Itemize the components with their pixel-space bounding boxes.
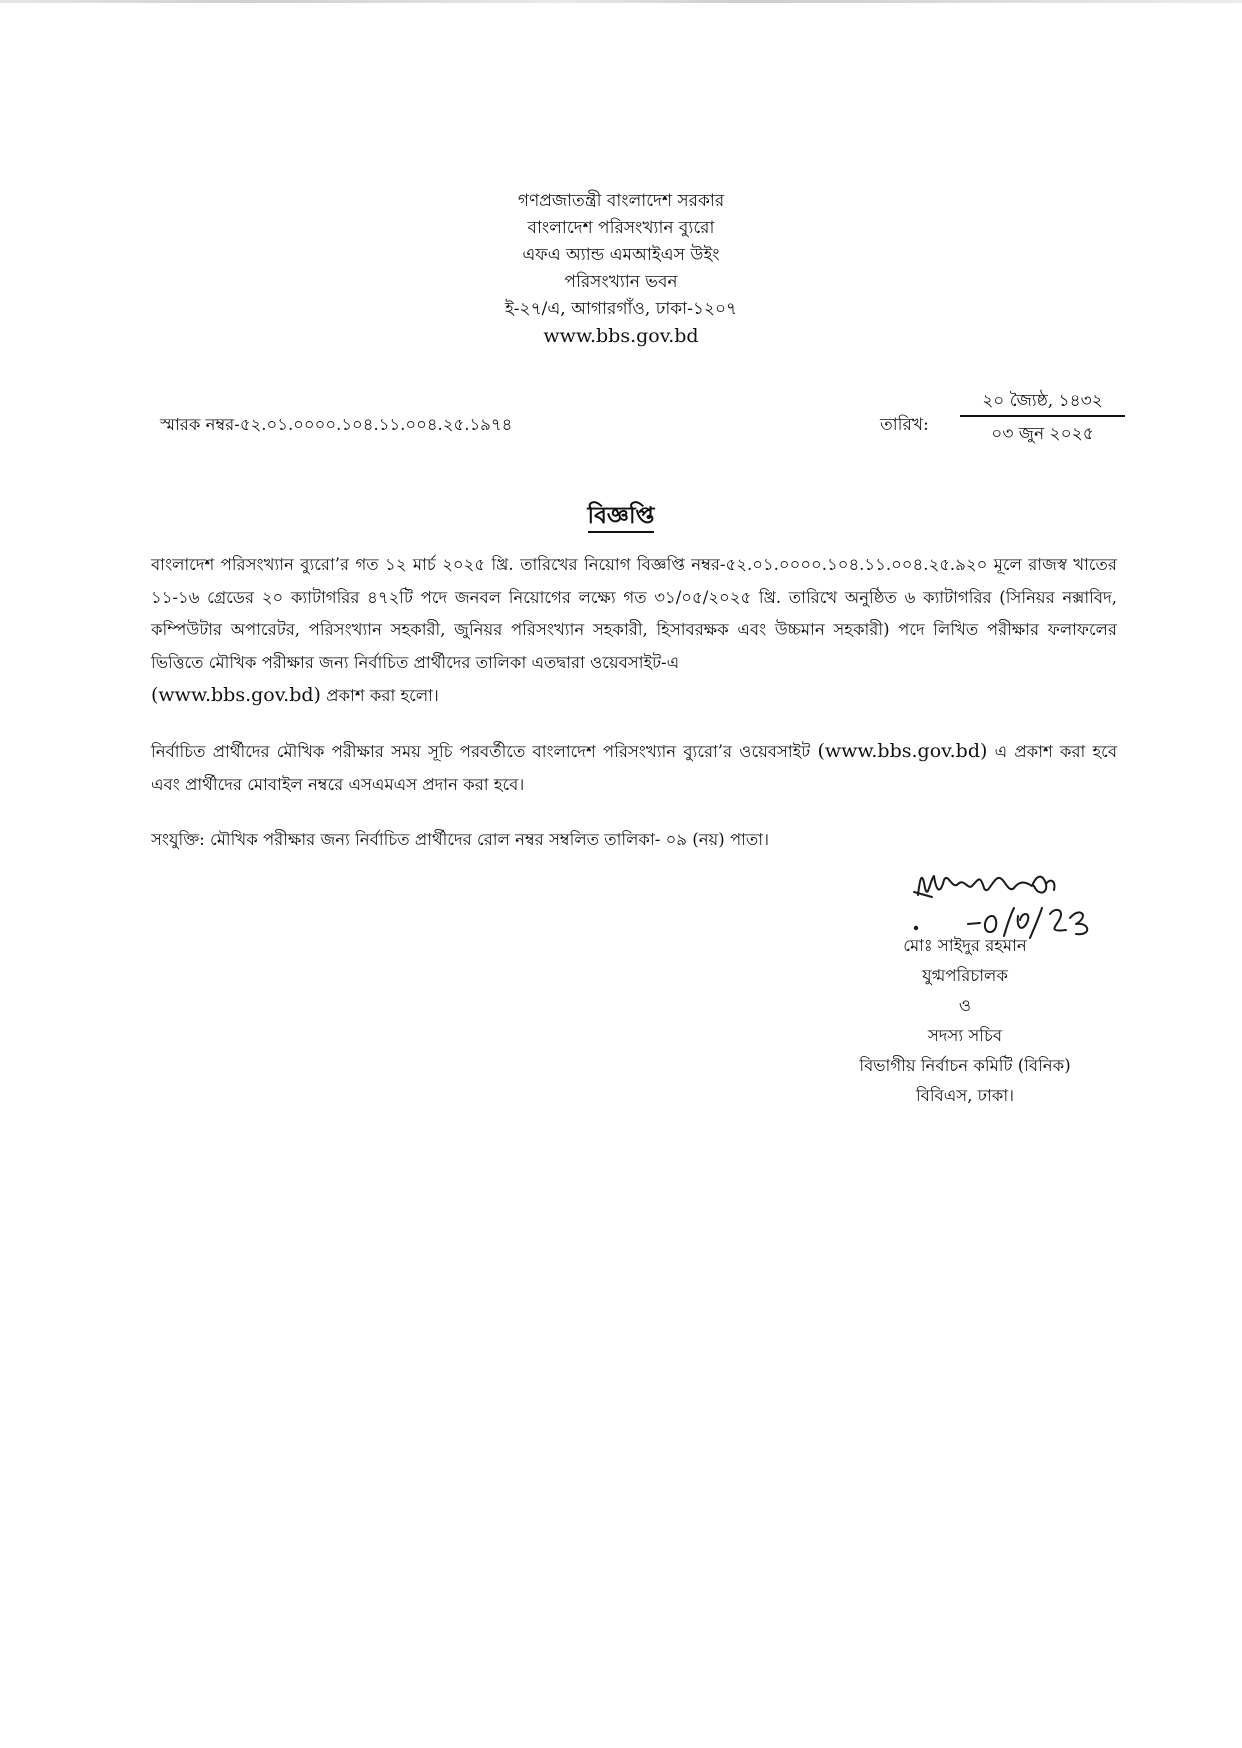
notice-title: [0, 497, 1242, 536]
date-divider: [960, 415, 1125, 417]
memo-number: স্মারক নম্বর-৫২.০১.০০০০.১০৪.১১.০০৪.২৫.১৯৭৪: [160, 415, 513, 434]
letterhead-government: গণপ্রজাতন্ত্রী বাংলাদেশ সরকার: [517, 191, 725, 211]
date-english: ০৩ জুন ২০২৫: [991, 424, 1094, 444]
paragraph-schedule: [151, 735, 1117, 801]
attachment-note: সংযুক্তি: মৌখিক পরীক্ষার জন্য নির্বাচিত প্রার্থীদের রোল নম্বর সম্বলিত তালিকা- ০৯ (নয়) পাতা।: [151, 830, 769, 849]
signatory-block: [815, 931, 1115, 1111]
scan-edge: [0, 0, 1242, 3]
website-link-2[interactable]: (www.bbs.gov.bd): [817, 740, 988, 762]
signatory-role: সদস্য সচিব: [927, 1026, 1003, 1045]
website-link-1[interactable]: (www.bbs.gov.bd): [151, 684, 321, 706]
signatory-office: বিবিএস, ঢাকা।: [915, 1086, 1015, 1105]
letterhead: [421, 188, 821, 350]
date-label: তারিখ:: [880, 415, 929, 435]
signatory-name: মোঃ সাইদুর রহমান: [903, 936, 1027, 955]
letterhead-building: পরিসংখ্যান ভবন: [564, 272, 678, 292]
letterhead-bureau: বাংলাদেশ পরিসংখ্যান ব্যুরো: [527, 218, 715, 238]
paragraph-notice: [151, 549, 1117, 713]
notice-title-text: বিজ্ঞপ্তি: [588, 502, 655, 533]
paragraph-schedule-end: এ প্রকাশ করা হবে এবং প্রার্থীদের মোবাইল নম্বরে এসএমএস প্রদান করা হবে।: [151, 742, 1117, 794]
signatory-conjunction: ও: [958, 996, 972, 1015]
paragraph-schedule-text: নির্বাচিত প্রার্থীদের মৌখিক পরীক্ষার সময় সূচি পরবর্তীতে বাংলাদেশ পরিসংখ্যান ব্যুরো’র ওয়েবসাইট: [151, 742, 818, 761]
signatory-committee: বিভাগীয় নির্বাচন কমিটি (বিনিক): [859, 1056, 1071, 1075]
date-bangla: ২০ জ্যৈষ্ঠ, ১৪৩২: [982, 391, 1103, 411]
letterhead-wing: এফএ অ্যান্ড এমআইএস উইং: [522, 245, 720, 265]
paragraph-notice-end: প্রকাশ করা হলো।: [320, 686, 439, 705]
date-block: [880, 388, 1130, 448]
signatory-designation: যুগ্মপরিচালক: [922, 966, 1008, 985]
letterhead-address: ই-২৭/এ, আগারগাঁও, ঢাকা-১২০৭: [504, 299, 738, 319]
letterhead-website: www.bbs.gov.bd: [543, 325, 699, 347]
paragraph-notice-text: বাংলাদেশ পরিসংখ্যান ব্যুরো’র গত ১২ মার্চ ২০২৫ খ্রি. তারিখের নিয়োগ বিজ্ঞপ্তি নম্বর-৫২.০১.০০০০.১০৪.১১.০০৪.২৫.৯২০ মূলে রাজস্ব খাতের ১১-১৬ গ্রেডের ২০ ক্যাটাগরির ৪৭২টি পদে জনবল নিয়োগের লক্ষ্যে গত ৩১/০৫/২০২৫ খ্রি. তারিখে অনুষ্ঠিত ৬ ক্যাটাগরির (সিনিয়র নক্সাবিদ, কম্পিউটার অপারেটর, পরিসংখ্যান সহকারী, জুনিয়র পরিসংখ্যান সহকারী, হিসাবরক্ষক এবং উচ্চমান সহকারী) পদে লিখিত পরীক্ষার ফলাফলের ভিত্তিতে মৌখিক পরীক্ষার জন্য নির্বাচিত প্রার্থীদের তালিকা এতদ্বারা ওয়েবসাইট-এ: [151, 555, 1117, 672]
